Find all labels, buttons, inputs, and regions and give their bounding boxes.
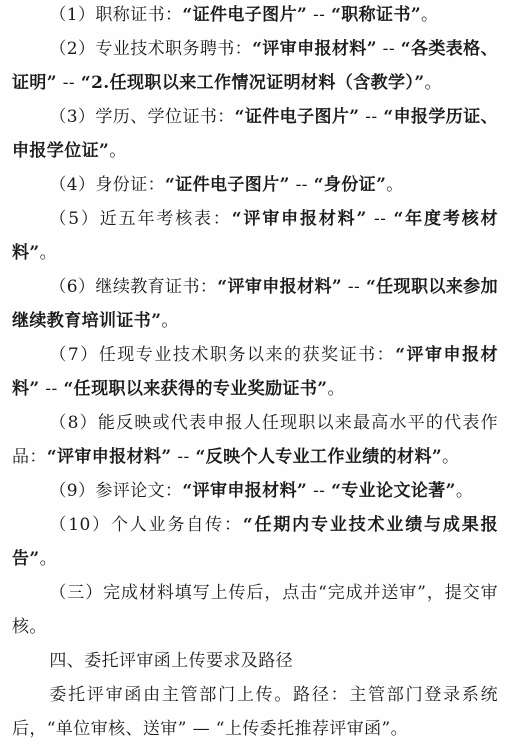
bold-text: “评审申报材料”: [182, 481, 308, 501]
bold-text: “评审申报材料”: [231, 209, 367, 229]
text-run: 委托评审函由主管部门上传。路径：主管部门登录系统后，“单位审核、送审” — “上传委托推荐评审函”。: [12, 685, 498, 739]
bold-text: “证件电子图片”: [165, 175, 290, 195]
section-heading: 四、委托评审函上传要求及路径: [49, 651, 293, 671]
text-run: （1）职称证书：: [49, 5, 183, 25]
text-run: （8）能反映或代表申报人任现职以来最高水平的代表作品：: [12, 413, 498, 467]
text-run: 。: [421, 5, 439, 25]
text-run: （9）参评论文：: [49, 481, 183, 501]
text-run: 。: [39, 243, 57, 263]
text-run: --: [366, 209, 394, 229]
bold-text: “评审申报材料”: [12, 345, 498, 399]
text-run: 。: [455, 481, 474, 501]
text-run: --: [289, 175, 314, 195]
paragraph-item-5: [12, 202, 498, 270]
text-run: （6）继续教育证书：: [49, 277, 218, 297]
bold-text: “证件电子图片”: [234, 107, 360, 127]
bold-text: “身份证”: [313, 175, 387, 195]
text-run: --: [307, 5, 332, 25]
paragraph-item-9: [12, 474, 498, 508]
text-run: （3）学历、学位证书：: [49, 107, 235, 127]
bold-text: “职称证书”: [331, 5, 422, 25]
document-body: [12, 0, 498, 644]
text-run: --: [376, 39, 401, 59]
paragraph-item-10: [12, 508, 498, 576]
bold-text: “评审申报材料”: [252, 39, 377, 59]
paragraph-item-2: [12, 32, 498, 100]
bold-text: “证件电子图片”: [182, 5, 308, 25]
text-run: 。: [424, 73, 442, 93]
bold-text: “评审申报材料”: [46, 447, 172, 467]
text-run: --: [359, 107, 384, 127]
bold-text: “2.任现职以来工作情况证明材料（含教学）”: [80, 73, 425, 93]
paragraph-item-7: [12, 338, 498, 406]
text-run: （4）身份证：: [49, 175, 166, 195]
text-run: --: [56, 73, 81, 93]
bold-text: “年度考核材料”: [12, 209, 498, 263]
bold-text: “评审申报材料”: [217, 277, 343, 297]
text-run: --: [39, 379, 64, 399]
text-run: 。: [109, 141, 127, 161]
bold-text: “任期内专业技术业绩与成果报告”: [12, 515, 498, 569]
bold-text: “任现职以来获得的专业奖励证书”: [63, 379, 328, 399]
text-run: --: [171, 447, 196, 467]
text-run: 。: [442, 447, 460, 467]
text-run: （三）完成材料填写上传后，点击“完成并送审”，提交审核。: [12, 583, 498, 637]
paragraph-item-3-submit: [12, 576, 498, 644]
paragraph-item-3: [12, 100, 498, 168]
text-run: 。: [39, 549, 57, 569]
paragraph-item-8: [12, 406, 498, 474]
text-run: 。: [161, 311, 179, 331]
paragraph-item-6: [12, 270, 498, 338]
bold-text: “各类表格、证明”: [12, 39, 498, 93]
text-run: （10）个人业务自传：: [49, 515, 243, 535]
bold-text: “反映个人专业工作业绩的材料”: [195, 447, 443, 467]
text-run: 。: [327, 379, 345, 399]
text-run: 。: [386, 175, 404, 195]
bold-text: “任现职以来参加继续教育培训证书”: [12, 277, 498, 331]
bold-text: “申报学历证、申报学位证”: [12, 107, 499, 161]
bold-text: “专业论文论著”: [331, 481, 456, 501]
closing-paragraph: [12, 678, 498, 746]
text-run: --: [342, 277, 366, 297]
paragraph-item-1: [12, 0, 498, 32]
text-run: （7）任现专业技术职务以来的获奖证书：: [49, 345, 396, 365]
paragraph-item-4: [12, 168, 498, 202]
text-run: --: [307, 481, 332, 501]
text-run: （5）近五年考核表：: [49, 209, 232, 229]
text-run: （2）专业技术职务聘书：: [49, 39, 253, 59]
